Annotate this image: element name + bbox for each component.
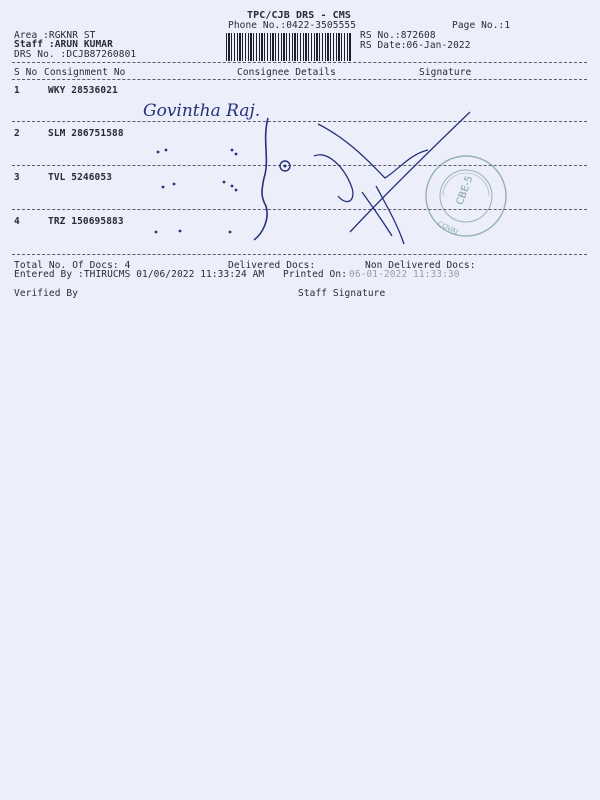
printed-on-label: Printed On: xyxy=(283,269,348,280)
area-label: Area :RGKNR ST xyxy=(14,30,96,41)
row-sno: 2 xyxy=(14,128,20,139)
row-consignment: TVL 5246053 xyxy=(48,172,113,183)
column-header-signature: Signature xyxy=(419,67,472,78)
total-docs: Total No. Of Docs: 4 xyxy=(14,260,131,271)
row-sno: 1 xyxy=(14,85,20,96)
stamp-center-text: CBE-5 xyxy=(454,174,476,207)
row-sno: 4 xyxy=(14,216,20,227)
page-number: Page No.:1 xyxy=(452,20,511,31)
phone-number: Phone No.:0422-3505555 xyxy=(228,20,357,31)
rs-date: RS Date:06-Jan-2022 xyxy=(360,40,471,51)
printed-on-value: 06-01-2022 11:33:30 xyxy=(349,269,460,280)
column-header-sno: S No xyxy=(14,67,38,78)
row-consignment: TRZ 150695883 xyxy=(48,216,124,227)
drs-number: DRS No. :DCJB87260801 xyxy=(14,49,137,60)
bracket-mark xyxy=(254,118,268,240)
verified-by: Verified By xyxy=(14,288,79,299)
row-consignment: SLM 286751588 xyxy=(48,128,124,139)
handwritten-consignee-name: Govintha Raj. xyxy=(143,101,261,121)
rs-number: RS No.:872608 xyxy=(360,30,436,41)
column-header-consignment: Consignment No xyxy=(44,67,126,78)
entered-by: Entered By :THIRUCMS 01/06/2022 11:33:24 AM xyxy=(14,269,265,280)
row-consignment: WKY 28536021 xyxy=(48,85,118,96)
ditto-marks xyxy=(155,149,238,234)
staff-label: Staff :ARUN KUMAR xyxy=(14,39,113,50)
stamp-ring-text: COVAI xyxy=(436,219,460,237)
staff-signature: Staff Signature xyxy=(298,288,386,299)
column-header-consignee: Consignee Details xyxy=(237,67,336,78)
non-delivered-docs: Non Delivered Docs: xyxy=(365,260,476,271)
row-sno: 3 xyxy=(14,172,20,183)
delivered-docs: Delivered Docs: xyxy=(228,260,316,271)
document-title: TPC/CJB DRS - CMS xyxy=(247,10,352,21)
